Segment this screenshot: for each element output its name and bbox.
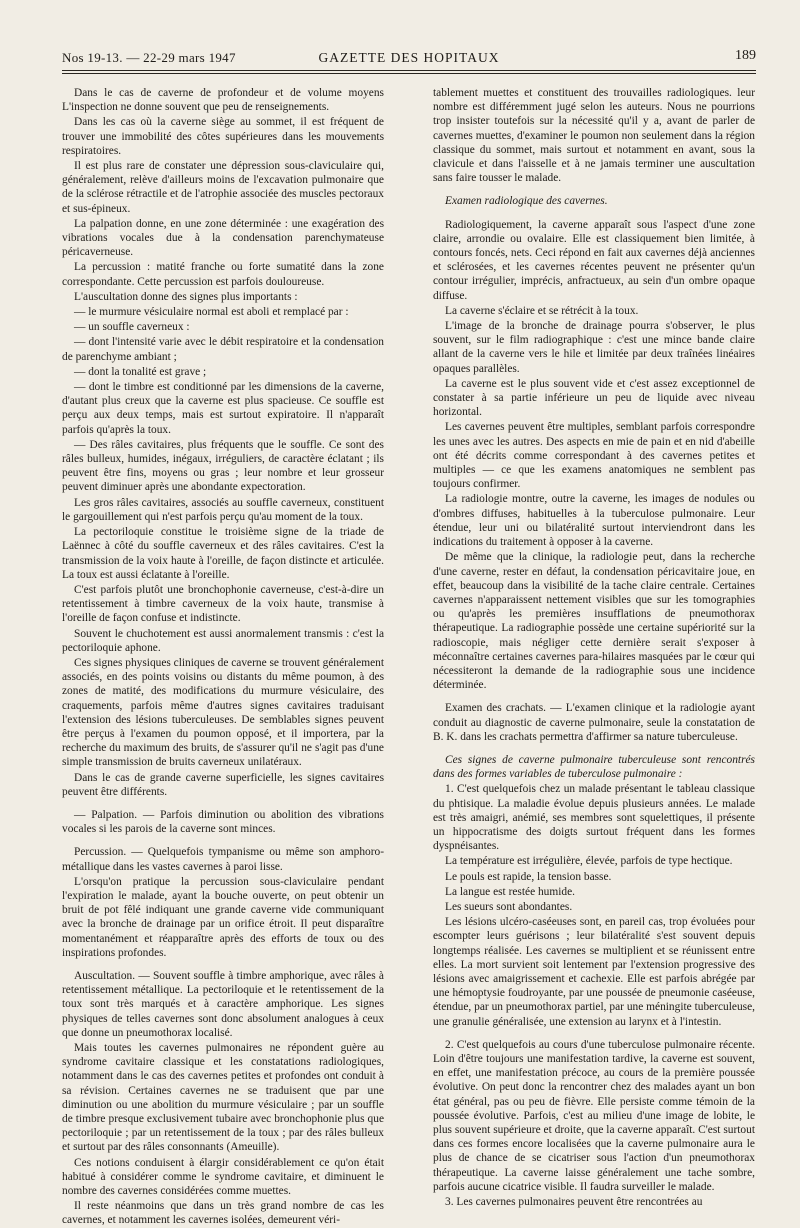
paragraph: L'orsqu'on pratique la percussion sous-claviculaire pendant l'expiration le malade, ayant la bouche ouverte, on peut obtenir un bruit de pot fêlé indiquant une grande caverne vide communiquant avec la bronche de drainage par un orifice étroit. Il peut disparaître momentanément et réapparaître après des efforts de toux ou des inspirations profondes.: [62, 875, 384, 959]
paragraph: Les gros râles cavitaires, associés au souffle caverneux, constituent le gargouillement qui n'est parfois perçu qu'au moment de la toux.: [62, 496, 384, 523]
paragraph: L'auscultation donne des signes plus importants :: [74, 290, 298, 303]
paragraph: La caverne s'éclaire et se rétrécit à la toux.: [445, 304, 639, 317]
paragraph: Les lésions ulcéro-caséeuses sont, en pareil cas, trop évoluées pour escompter leurs guérisons ; leur bilatéralité s'est souvent depuis longtemps réalisée. Les cavernes se multiplient et se réunissent entre elles. La mort survient soit lentement par l'extension progressive des lésions avec amaigrissement et cachexie. Elle est parfois abrégée par une hémoptysie foudroyante, par une poussée de pneumonie caséeuse, étendue, par un pneumothorax partiel, par une méningite tuberculeuse, une granulie généralisée, une extension au larynx et à l'intestin.: [433, 916, 755, 1028]
paragraph: La langue est restée humide.: [445, 885, 575, 898]
paragraph: La percussion : matité franche ou forte sumatité dans la zone correspondante. Cette percussion est parfois douloureuse.: [62, 261, 384, 288]
paragraph: 1. C'est quelquefois chez un malade présentant le tableau classique du phtisique. La maladie évolue depuis plusieurs années. Le malade est très amaigri, anémié, ses membres sont squelettiques, il présente un hippocratisme des doigts surtout fréquent dans les formes dyspnéisantes.: [433, 783, 755, 853]
paragraph: — un souffle caverneux :: [74, 321, 190, 334]
paragraph: Dans les cas où la caverne siège au sommet, il est fréquent de trouver une immobilité des côtes supérieures dans les mouvements respiratoires.: [62, 116, 384, 157]
paragraph: — dont le timbre est conditionné par les dimensions de la caverne, d'autant plus creux que la caverne est plus spacieuse. Ce souffle est perçu aux deux temps, mais est surtout expiratoire. Il n'apparaît parfois qu'après la toux.: [62, 381, 384, 436]
issue-number-date: Nos 19-13. — 22-29 mars 1947: [62, 50, 236, 65]
paragraph: La radiologie montre, outre la caverne, les images de nodules ou d'ombres diffuses, habituelles à la tuberculose pulmonaire. Leur étendue, leur uni ou bilatéralité surtout interviendront dans les indications du traitement à opposer à la caverne.: [433, 493, 755, 549]
paragraph: 2. C'est quelquefois au cours d'une tuberculose pulmonaire récente. Loin d'être toujours une manifestation tardive, la caverne est souvent, en effet, une manifestation précoce, au cours de la première poussée évolutive. On peut donc la rencontrer chez des malades ayant un bon état général, pas ou peu de fièvre. Elle persiste comme témoin de la poussée évolutive. Parfois, c'est au milieu d'une image de lobite, le plus souvent supérieure et droite, que la caverne apparaît. C'est surtout dans ces formes encore localisées que la caverne pulmonaire aura le plus de chance de se cicatriser sous l'action d'un pneumothorax thérapeutique. La caverne laisse généralement une tache sombre, parfois aucune cicatrice visible. Il faudra surveiller le malade.: [433, 1038, 755, 1193]
paragraph: L'image de la bronche de drainage pourra s'observer, le plus souvent, sur le film radiographique : c'est une mince bande claire allant de la caverne vers le hile et limitée par deux traînées linéaires opaques parallèles.: [433, 320, 755, 375]
paragraph: — le murmure vésiculaire normal est aboli et remplacé par :: [74, 306, 349, 319]
paragraph: Mais toutes les cavernes pulmonaires ne répondent guère au syndrome cavitaire classique et les constatations radiologiques, notamment dans le cas des cavernes petites et profondes ont conduit à sa révision. Certaines cavernes ne se traduisent que par une diminution ou une abolition du murmure vésiculaire ; par un souffle de timbre presque exclusivement tubaire avec bronchophonie plus que pectoriloquie ; par un retentissement de la toux ; par des râles bulleux et surtout par des râles consonnants (Ameuille).: [62, 1042, 384, 1154]
page-number: 189: [735, 48, 756, 63]
paragraph: Dans le cas de caverne de profondeur et de volume moyens L'inspection ne donne souvent que peu de renseignements.: [62, 87, 384, 114]
paragraph: La température est irrégulière, élevée, parfois de type hectique.: [445, 855, 733, 868]
journal-title: GAZETTE DES HOPITAUX: [318, 50, 500, 65]
page-header: [62, 48, 756, 68]
section-heading: Ces signes de caverne pulmonaire tuberculeuse sont rencontrés dans des formes variables de tuberculose pulmonaire :: [433, 753, 755, 781]
paragraph: 3. Les cavernes pulmonaires peuvent être rencontrées au: [445, 1196, 703, 1209]
section-heading: Examen radiologique des cavernes.: [445, 195, 608, 208]
paragraph: De même que la clinique, la radiologie peut, dans la recherche d'une caverne, rester en défaut, la condensation péricavitaire joue, en effet, beaucoup dans la visibilité de la tache claire centrale. Certaines cavernes n'apparaissent nettement visibles que sur les tomographies ou qu'après les premières insufflations de pneumothorax thérapeutique. La radiographie possède une certaine supériorité sur la radioscopie, mais négliger cette dernière serait s'exposer à méconnaître certaines cavernes para-hilaires masquées par le cœur qui nécessiteront la demande de la radiographie sous une incidence déterminée.: [433, 551, 755, 692]
header-rule-thick: [62, 70, 756, 71]
paragraph: Ces signes physiques cliniques de caverne se trouvent généralement associés, en des points voisins ou distants du même poumon, à des zones de matité, des modifications du murmure vésiculaire, des craquements, parfois même d'autres signes cavitaires traduisant l'extension des lésions tuberculeuses. De semblables signes peuvent être perçus à l'examen du poumon opposé, et il importera, par la recherche du maximum des bruits, de s'assurer qu'il ne s'agit pas d'une simple transmission de bruits caverneux unilatéraux.: [62, 656, 384, 769]
paragraph: Auscultation. — Souvent souffle à timbre amphorique, avec râles à retentissement métallique. La pectoriloquie et le retentissement de la toux sont très marqués et à caractère amphorique. Les signes physiques de telles cavernes sont donc absolument analogues à ceux que donne un pneumothorax localisé.: [62, 969, 384, 1039]
paragraph: Les sueurs sont abondantes.: [445, 900, 573, 913]
left-column: [62, 86, 384, 1227]
paragraph: C'est parfois plutôt une bronchophonie caverneuse, c'est-à-dire un retentissement à timbre caverneux de la voix haute, transmise à l'oreille de façon confuse et indistincte.: [62, 583, 384, 625]
paragraph: Ces notions conduisent à élargir considérablement ce qu'on était habitué à considérer comme le syndrome cavitaire, et diminuent le nombre des cavernes considérées comme muettes.: [62, 1156, 384, 1198]
paragraph: tablement muettes et constituent des trouvailles radiologiques. leur nombre est différemment jugé selon les auteurs. Nous ne pourrions trop insister toutefois sur la nécessité qu'il y a, avant de parler de cavernes muettes, d'examiner le poumon non seulement dans la région classique du sommet, mais surtout et notamment en avant, sous la clavicule et dans l'aisselle et à ne jamais terminer une auscultation sans faire tousser le malade.: [433, 87, 755, 185]
paragraph: Le pouls est rapide, la tension basse.: [445, 870, 612, 883]
paragraph: Il reste néanmoins que dans un très grand nombre de cas les cavernes, et notamment les cavernes isolées, demeurent véri-: [62, 1200, 384, 1227]
paragraph: Radiologiquement, la caverne apparaît sous l'aspect d'une zone claire, arrondie ou ovalaire. Elle est classiquement bien limitée, à contours foncés, nets. Ceci répond en fait aux cavernes déjà anciennes et sclérosées, et les cavernes récentes peuvent ne présenter qu'un contour irrégulier, imprécis, anfractueux, au sein d'un ombre opaque diffuse.: [433, 218, 755, 302]
paragraph: Percussion. — Quelquefois tympanisme ou même son amphoro-métallique dans les vastes cavernes à paroi lisse.: [62, 846, 384, 873]
paragraph: La palpation donne, en une zone déterminée : une exagération des vibrations vocales due à la condensation parenchymateuse péricaverneuse.: [62, 217, 384, 259]
paragraph: La caverne est le plus souvent vide et c'est assez exceptionnel de constater à sa partie inférieure un peu de liquide avec niveau horizontal.: [433, 377, 755, 419]
paragraph: La pectoriloquie constitue le troisième signe de la triade de Laënnec à côté du souffle caverneux et des râles cavitaires. C'est la transmission de la voix haute à l'oreille, de façon distincte et articulée. La toux est aussi éclatante à l'oreille.: [62, 526, 384, 581]
paragraph: — Des râles cavitaires, plus fréquents que le souffle. Ce sont des râles bulleux, humides, inégaux, irréguliers, de caractère éclatant ; ils peuvent être fins, moyens ou gras ; leur nombre et leur grosseur peuvent diminuer après une abondante expectoration.: [62, 438, 384, 494]
paragraph: Dans le cas de grande caverne superficielle, les signes cavitaires peuvent être différents.: [62, 771, 384, 798]
paragraph: — Palpation. — Parfois diminution ou abolition des vibrations vocales si les parois de la caverne sont minces.: [62, 808, 384, 836]
paragraph: — dont la tonalité est grave ;: [74, 365, 207, 378]
paragraph: Il est plus rare de constater une dépression sous-claviculaire qui, généralement, relève d'ailleurs moins de l'excavation pulmonaire que de la sclérose rétractile et de l'atrophie associée des muscles pectoraux et sus-épineux.: [62, 160, 384, 215]
right-column: [433, 86, 755, 1209]
paragraph: Souvent le chuchotement est aussi anormalement transmis : c'est la pectoriloquie aphone.: [62, 627, 384, 654]
paragraph: Les cavernes peuvent être multiples, semblant parfois correspondre les unes avec les autres. Des aspects en mie de pain et en nid d'abeille ont été décrits comme correspondant à des cavernes petites et multiples — ce que les examens anatomiques ne semblent pas toujours confirmer.: [433, 421, 755, 491]
header-rule-thin: [62, 73, 756, 74]
paragraph: Examen des crachats. — L'examen clinique et la radiologie ayant conduit au diagnostic de caverne pulmonaire, seule la constatation de B. K. dans les crachats permettra d'affirmer sa nature tuberculeuse.: [433, 702, 755, 743]
paragraph: — dont l'intensité varie avec le débit respiratoire et la condensation de parenchyme ambiant ;: [62, 336, 384, 363]
